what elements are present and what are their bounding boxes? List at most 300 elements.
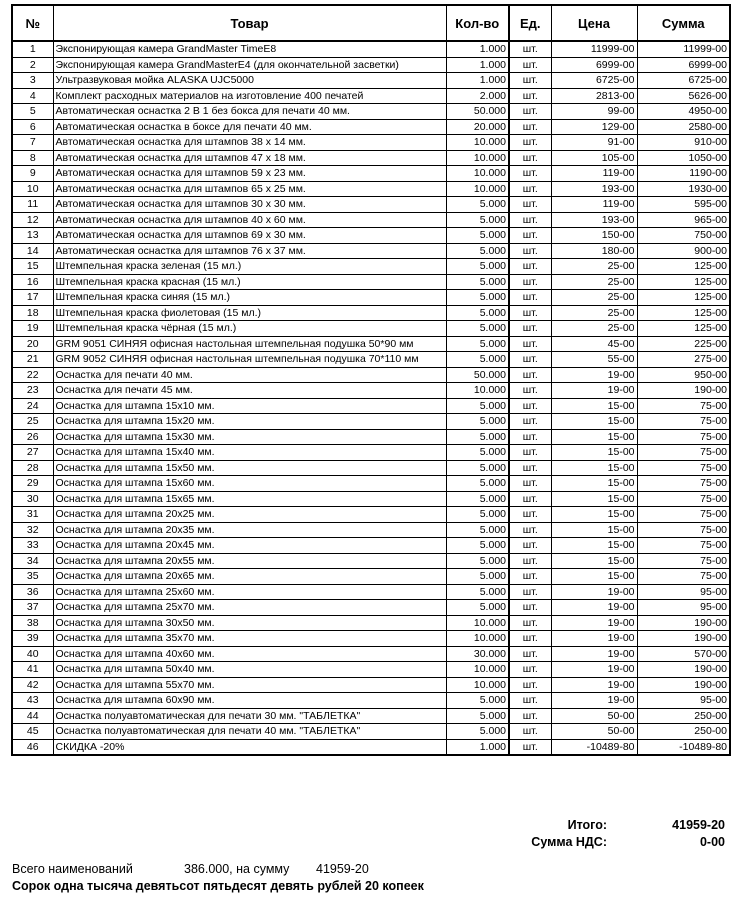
- row-price: 15-00: [551, 491, 637, 507]
- row-number: 9: [12, 166, 53, 182]
- row-item-name: Оснастка для штампа 25х60 мм.: [53, 584, 446, 600]
- row-sum: 275-00: [637, 352, 730, 368]
- row-unit: шт.: [509, 429, 551, 445]
- row-sum: 190-00: [637, 662, 730, 678]
- total-row: [457, 816, 725, 833]
- row-number: 34: [12, 553, 53, 569]
- row-sum: 125-00: [637, 274, 730, 290]
- row-number: 25: [12, 414, 53, 430]
- row-number: 35: [12, 569, 53, 585]
- row-item-name: Оснастка для штампа 15х65 мм.: [53, 491, 446, 507]
- row-unit: шт.: [509, 584, 551, 600]
- table-row: [12, 305, 730, 321]
- row-unit: шт.: [509, 135, 551, 151]
- row-item-name: Оснастка для штампа 20х25 мм.: [53, 507, 446, 523]
- row-quantity: 10.000: [446, 615, 509, 631]
- row-price: 180-00: [551, 243, 637, 259]
- row-item-name: Оснастка для штампа 15х30 мм.: [53, 429, 446, 445]
- row-item-name: Оснастка для штампа 15х50 мм.: [53, 460, 446, 476]
- row-unit: шт.: [509, 631, 551, 647]
- table-row: [12, 212, 730, 228]
- row-quantity: 10.000: [446, 135, 509, 151]
- row-unit: шт.: [509, 259, 551, 275]
- row-quantity: 5.000: [446, 460, 509, 476]
- table-row: [12, 228, 730, 244]
- row-number: 5: [12, 104, 53, 120]
- table-row: [12, 336, 730, 352]
- row-sum: 950-00: [637, 367, 730, 383]
- row-item-name: Оснастка полуавтоматическая для печати 30 мм. "ТАБЛЕТКА": [53, 708, 446, 724]
- row-number: 3: [12, 73, 53, 89]
- row-item-name: Оснастка для штампа 30х50 мм.: [53, 615, 446, 631]
- row-number: 15: [12, 259, 53, 275]
- row-quantity: 5.000: [446, 491, 509, 507]
- table-row: [12, 507, 730, 523]
- table-row: [12, 708, 730, 724]
- row-unit: шт.: [509, 336, 551, 352]
- row-quantity: 10.000: [446, 677, 509, 693]
- row-price: 129-00: [551, 119, 637, 135]
- row-item-name: Штемпельная краска фиолетовая (15 мл.): [53, 305, 446, 321]
- table-row: [12, 88, 730, 104]
- row-price: 25-00: [551, 259, 637, 275]
- table-row: [12, 181, 730, 197]
- row-price: 15-00: [551, 569, 637, 585]
- row-item-name: Оснастка полуавтоматическая для печати 40 мм. "ТАБЛЕТКА": [53, 724, 446, 740]
- table-row: [12, 104, 730, 120]
- table-row: [12, 41, 730, 57]
- row-quantity: 5.000: [446, 600, 509, 616]
- row-number: 38: [12, 615, 53, 631]
- row-quantity: 1.000: [446, 73, 509, 89]
- row-number: 29: [12, 476, 53, 492]
- table-body: [12, 41, 730, 755]
- row-unit: шт.: [509, 615, 551, 631]
- row-number: 11: [12, 197, 53, 213]
- row-sum: 5626-00: [637, 88, 730, 104]
- row-quantity: 10.000: [446, 150, 509, 166]
- row-item-name: Оснастка для штампа 20х55 мм.: [53, 553, 446, 569]
- table-row: [12, 290, 730, 306]
- row-quantity: 2.000: [446, 88, 509, 104]
- row-unit: шт.: [509, 445, 551, 461]
- row-item-name: Оснастка для печати 40 мм.: [53, 367, 446, 383]
- row-price: 19-00: [551, 693, 637, 709]
- row-unit: шт.: [509, 553, 551, 569]
- row-sum: -10489-80: [637, 739, 730, 755]
- table-row: [12, 445, 730, 461]
- row-sum: 75-00: [637, 445, 730, 461]
- row-sum: 11999-00: [637, 41, 730, 57]
- row-quantity: 5.000: [446, 305, 509, 321]
- row-unit: шт.: [509, 150, 551, 166]
- table-row: [12, 460, 730, 476]
- row-unit: шт.: [509, 476, 551, 492]
- row-number: 30: [12, 491, 53, 507]
- row-price: 6999-00: [551, 57, 637, 73]
- row-price: 15-00: [551, 414, 637, 430]
- summary-count-value: 386.000, на сумму: [184, 862, 290, 876]
- row-number: 22: [12, 367, 53, 383]
- row-quantity: 5.000: [446, 445, 509, 461]
- header-price: Цена: [551, 5, 637, 41]
- table-row: [12, 615, 730, 631]
- row-price: 19-00: [551, 584, 637, 600]
- row-quantity: 5.000: [446, 212, 509, 228]
- row-item-name: Оснастка для штампа 40х60 мм.: [53, 646, 446, 662]
- row-price: 119-00: [551, 197, 637, 213]
- table-row: [12, 553, 730, 569]
- row-item-name: Оснастка для штампа 15х20 мм.: [53, 414, 446, 430]
- row-sum: 125-00: [637, 259, 730, 275]
- row-price: 15-00: [551, 507, 637, 523]
- row-price: 50-00: [551, 708, 637, 724]
- row-price: 15-00: [551, 445, 637, 461]
- header-unit: Ед.: [509, 5, 551, 41]
- row-quantity: 5.000: [446, 259, 509, 275]
- row-item-name: Автоматическая оснастка для штампов 40 x 60 мм.: [53, 212, 446, 228]
- row-price: 25-00: [551, 274, 637, 290]
- table-row: [12, 522, 730, 538]
- row-unit: шт.: [509, 522, 551, 538]
- row-item-name: Оснастка для штампа 20х65 мм.: [53, 569, 446, 585]
- row-price: 25-00: [551, 290, 637, 306]
- row-sum: 965-00: [637, 212, 730, 228]
- row-number: 17: [12, 290, 53, 306]
- row-number: 21: [12, 352, 53, 368]
- row-quantity: 5.000: [446, 228, 509, 244]
- row-unit: шт.: [509, 104, 551, 120]
- row-item-name: Автоматическая оснастка для штампов 65 x 25 мм.: [53, 181, 446, 197]
- row-sum: 6999-00: [637, 57, 730, 73]
- table-row: [12, 724, 730, 740]
- row-number: 37: [12, 600, 53, 616]
- row-sum: 6725-00: [637, 73, 730, 89]
- row-number: 10: [12, 181, 53, 197]
- row-item-name: Штемпельная краска зеленая (15 мл.): [53, 259, 446, 275]
- row-price: 15-00: [551, 538, 637, 554]
- row-quantity: 10.000: [446, 662, 509, 678]
- table-row: [12, 476, 730, 492]
- row-quantity: 5.000: [446, 429, 509, 445]
- row-quantity: 5.000: [446, 569, 509, 585]
- row-item-name: Автоматическая оснастка для штампов 59 x 23 мм.: [53, 166, 446, 182]
- row-sum: 190-00: [637, 615, 730, 631]
- row-item-name: Автоматическая оснастка для штампов 69 x 30 мм.: [53, 228, 446, 244]
- row-number: 44: [12, 708, 53, 724]
- row-unit: шт.: [509, 88, 551, 104]
- row-number: 45: [12, 724, 53, 740]
- row-number: 6: [12, 119, 53, 135]
- table-row: [12, 243, 730, 259]
- table-row: [12, 398, 730, 414]
- header-num: №: [12, 5, 53, 41]
- row-price: 45-00: [551, 336, 637, 352]
- row-number: 16: [12, 274, 53, 290]
- row-quantity: 5.000: [446, 507, 509, 523]
- row-sum: 595-00: [637, 197, 730, 213]
- row-sum: 4950-00: [637, 104, 730, 120]
- row-sum: 75-00: [637, 476, 730, 492]
- table-row: [12, 491, 730, 507]
- totals-block: [457, 816, 725, 850]
- row-unit: шт.: [509, 274, 551, 290]
- summary-sum-value: 41959-20: [316, 862, 369, 876]
- table-row: [12, 274, 730, 290]
- table-row: [12, 662, 730, 678]
- row-sum: 125-00: [637, 305, 730, 321]
- row-price: -10489-80: [551, 739, 637, 755]
- total-value: 41959-20: [672, 817, 725, 832]
- row-price: 119-00: [551, 166, 637, 182]
- row-number: 36: [12, 584, 53, 600]
- table-row: [12, 584, 730, 600]
- total-label: Итого:: [567, 817, 607, 832]
- row-price: 11999-00: [551, 41, 637, 57]
- row-price: 19-00: [551, 677, 637, 693]
- row-price: 50-00: [551, 724, 637, 740]
- row-unit: шт.: [509, 491, 551, 507]
- table-row: [12, 414, 730, 430]
- table-row: [12, 73, 730, 89]
- row-unit: шт.: [509, 243, 551, 259]
- row-unit: шт.: [509, 41, 551, 57]
- row-unit: шт.: [509, 228, 551, 244]
- table-row: [12, 631, 730, 647]
- row-unit: шт.: [509, 646, 551, 662]
- row-item-name: Оснастка для штампа 25х70 мм.: [53, 600, 446, 616]
- row-sum: 1050-00: [637, 150, 730, 166]
- row-sum: 250-00: [637, 708, 730, 724]
- row-item-name: GRM 9052 СИНЯЯ офисная настольная штемпельная подушка 70*110 мм: [53, 352, 446, 368]
- row-quantity: 5.000: [446, 724, 509, 740]
- row-unit: шт.: [509, 57, 551, 73]
- row-quantity: 5.000: [446, 584, 509, 600]
- row-quantity: 5.000: [446, 476, 509, 492]
- row-number: 2: [12, 57, 53, 73]
- row-unit: шт.: [509, 693, 551, 709]
- row-quantity: 5.000: [446, 290, 509, 306]
- row-number: 33: [12, 538, 53, 554]
- row-price: 55-00: [551, 352, 637, 368]
- table-row: [12, 150, 730, 166]
- row-item-name: Оснастка для штампа 20х45 мм.: [53, 538, 446, 554]
- table-row: [12, 135, 730, 151]
- row-price: 15-00: [551, 553, 637, 569]
- row-sum: 75-00: [637, 569, 730, 585]
- vat-value: 0-00: [699, 834, 725, 849]
- row-item-name: Оснастка для штампа 20х35 мм.: [53, 522, 446, 538]
- table-row: [12, 383, 730, 399]
- row-quantity: 5.000: [446, 553, 509, 569]
- row-item-name: Ультразвуковая мойка ALASKA UJC5000: [53, 73, 446, 89]
- row-quantity: 5.000: [446, 708, 509, 724]
- row-quantity: 5.000: [446, 398, 509, 414]
- row-number: 24: [12, 398, 53, 414]
- row-quantity: 5.000: [446, 538, 509, 554]
- row-unit: шт.: [509, 197, 551, 213]
- table-row: [12, 321, 730, 337]
- row-sum: 125-00: [637, 290, 730, 306]
- row-sum: 250-00: [637, 724, 730, 740]
- row-number: 27: [12, 445, 53, 461]
- table-row: [12, 739, 730, 755]
- row-item-name: Автоматическая оснастка для штампов 30 x 30 мм.: [53, 197, 446, 213]
- row-number: 23: [12, 383, 53, 399]
- table-row: [12, 538, 730, 554]
- row-sum: 125-00: [637, 321, 730, 337]
- row-number: 13: [12, 228, 53, 244]
- row-sum: 190-00: [637, 677, 730, 693]
- row-unit: шт.: [509, 212, 551, 228]
- row-unit: шт.: [509, 166, 551, 182]
- row-sum: 95-00: [637, 584, 730, 600]
- row-price: 15-00: [551, 398, 637, 414]
- row-unit: шт.: [509, 352, 551, 368]
- row-number: 12: [12, 212, 53, 228]
- row-price: 15-00: [551, 476, 637, 492]
- table-row: [12, 57, 730, 73]
- row-sum: 95-00: [637, 600, 730, 616]
- row-unit: шт.: [509, 367, 551, 383]
- summary-block: [12, 862, 424, 893]
- row-item-name: Экспонирующая камера GrandMasterE4 (для окончательной засветки): [53, 57, 446, 73]
- row-item-name: Штемпельная краска красная (15 мл.): [53, 274, 446, 290]
- row-unit: шт.: [509, 600, 551, 616]
- row-unit: шт.: [509, 305, 551, 321]
- row-quantity: 1.000: [446, 739, 509, 755]
- row-unit: шт.: [509, 569, 551, 585]
- table-row: [12, 352, 730, 368]
- summary-in-words: Сорок одна тысяча девятьсот пятьдесят девять рублей 20 копеек: [12, 879, 424, 893]
- row-unit: шт.: [509, 739, 551, 755]
- row-number: 46: [12, 739, 53, 755]
- row-price: 99-00: [551, 104, 637, 120]
- row-item-name: Автоматическая оснастка для штампов 76 x 37 мм.: [53, 243, 446, 259]
- row-number: 8: [12, 150, 53, 166]
- row-sum: 750-00: [637, 228, 730, 244]
- row-quantity: 5.000: [446, 243, 509, 259]
- row-number: 1: [12, 41, 53, 57]
- row-number: 43: [12, 693, 53, 709]
- row-price: 15-00: [551, 460, 637, 476]
- row-price: 25-00: [551, 305, 637, 321]
- row-price: 105-00: [551, 150, 637, 166]
- row-number: 41: [12, 662, 53, 678]
- row-unit: шт.: [509, 73, 551, 89]
- summary-count-label: Всего наименований: [12, 862, 133, 876]
- row-number: 18: [12, 305, 53, 321]
- row-quantity: 10.000: [446, 631, 509, 647]
- row-number: 7: [12, 135, 53, 151]
- row-sum: 75-00: [637, 538, 730, 554]
- row-quantity: 50.000: [446, 367, 509, 383]
- row-number: 26: [12, 429, 53, 445]
- row-item-name: Автоматическая оснастка в боксе для печати 40 мм.: [53, 119, 446, 135]
- row-unit: шт.: [509, 538, 551, 554]
- row-price: 15-00: [551, 522, 637, 538]
- row-quantity: 50.000: [446, 104, 509, 120]
- row-number: 32: [12, 522, 53, 538]
- row-item-name: Оснастка для штампа 15х40 мм.: [53, 445, 446, 461]
- row-quantity: 5.000: [446, 414, 509, 430]
- header-sum: Сумма: [637, 5, 730, 41]
- row-price: 19-00: [551, 646, 637, 662]
- row-item-name: Оснастка для штампа 55х70 мм.: [53, 677, 446, 693]
- row-item-name: Оснастка для штампа 15х10 мм.: [53, 398, 446, 414]
- table-row: [12, 119, 730, 135]
- row-sum: 570-00: [637, 646, 730, 662]
- table-row: [12, 429, 730, 445]
- row-number: 20: [12, 336, 53, 352]
- row-quantity: 10.000: [446, 166, 509, 182]
- row-quantity: 1.000: [446, 57, 509, 73]
- row-sum: 75-00: [637, 553, 730, 569]
- row-price: 193-00: [551, 181, 637, 197]
- row-number: 42: [12, 677, 53, 693]
- row-quantity: 5.000: [446, 352, 509, 368]
- row-price: 91-00: [551, 135, 637, 151]
- table-row: [12, 197, 730, 213]
- row-unit: шт.: [509, 724, 551, 740]
- row-sum: 75-00: [637, 460, 730, 476]
- header-item: Товар: [53, 5, 446, 41]
- row-unit: шт.: [509, 708, 551, 724]
- row-quantity: 5.000: [446, 274, 509, 290]
- table-row: [12, 367, 730, 383]
- vat-row: [457, 833, 725, 850]
- row-quantity: 5.000: [446, 321, 509, 337]
- table-header-row: [12, 5, 730, 41]
- row-quantity: 5.000: [446, 197, 509, 213]
- table-row: [12, 600, 730, 616]
- row-sum: 190-00: [637, 383, 730, 399]
- row-unit: шт.: [509, 662, 551, 678]
- row-sum: 75-00: [637, 491, 730, 507]
- row-item-name: Оснастка для штампа 35х70 мм.: [53, 631, 446, 647]
- row-item-name: Автоматическая оснастка для штампов 38 x 14 мм.: [53, 135, 446, 151]
- row-number: 28: [12, 460, 53, 476]
- row-number: 40: [12, 646, 53, 662]
- table-row: [12, 693, 730, 709]
- row-quantity: 10.000: [446, 181, 509, 197]
- row-unit: шт.: [509, 290, 551, 306]
- row-sum: 75-00: [637, 398, 730, 414]
- row-item-name: СКИДКА -20%: [53, 739, 446, 755]
- row-sum: 1930-00: [637, 181, 730, 197]
- row-number: 31: [12, 507, 53, 523]
- invoice-table: [11, 4, 731, 756]
- row-sum: 900-00: [637, 243, 730, 259]
- row-unit: шт.: [509, 119, 551, 135]
- row-quantity: 30.000: [446, 646, 509, 662]
- row-sum: 75-00: [637, 414, 730, 430]
- row-quantity: 5.000: [446, 336, 509, 352]
- row-number: 14: [12, 243, 53, 259]
- row-item-name: Оснастка для штампа 15х60 мм.: [53, 476, 446, 492]
- row-sum: 95-00: [637, 693, 730, 709]
- row-price: 150-00: [551, 228, 637, 244]
- row-unit: шт.: [509, 181, 551, 197]
- row-sum: 75-00: [637, 429, 730, 445]
- row-price: 19-00: [551, 383, 637, 399]
- row-price: 2813-00: [551, 88, 637, 104]
- row-unit: шт.: [509, 321, 551, 337]
- row-price: 25-00: [551, 321, 637, 337]
- table-row: [12, 677, 730, 693]
- row-sum: 75-00: [637, 522, 730, 538]
- table-row: [12, 646, 730, 662]
